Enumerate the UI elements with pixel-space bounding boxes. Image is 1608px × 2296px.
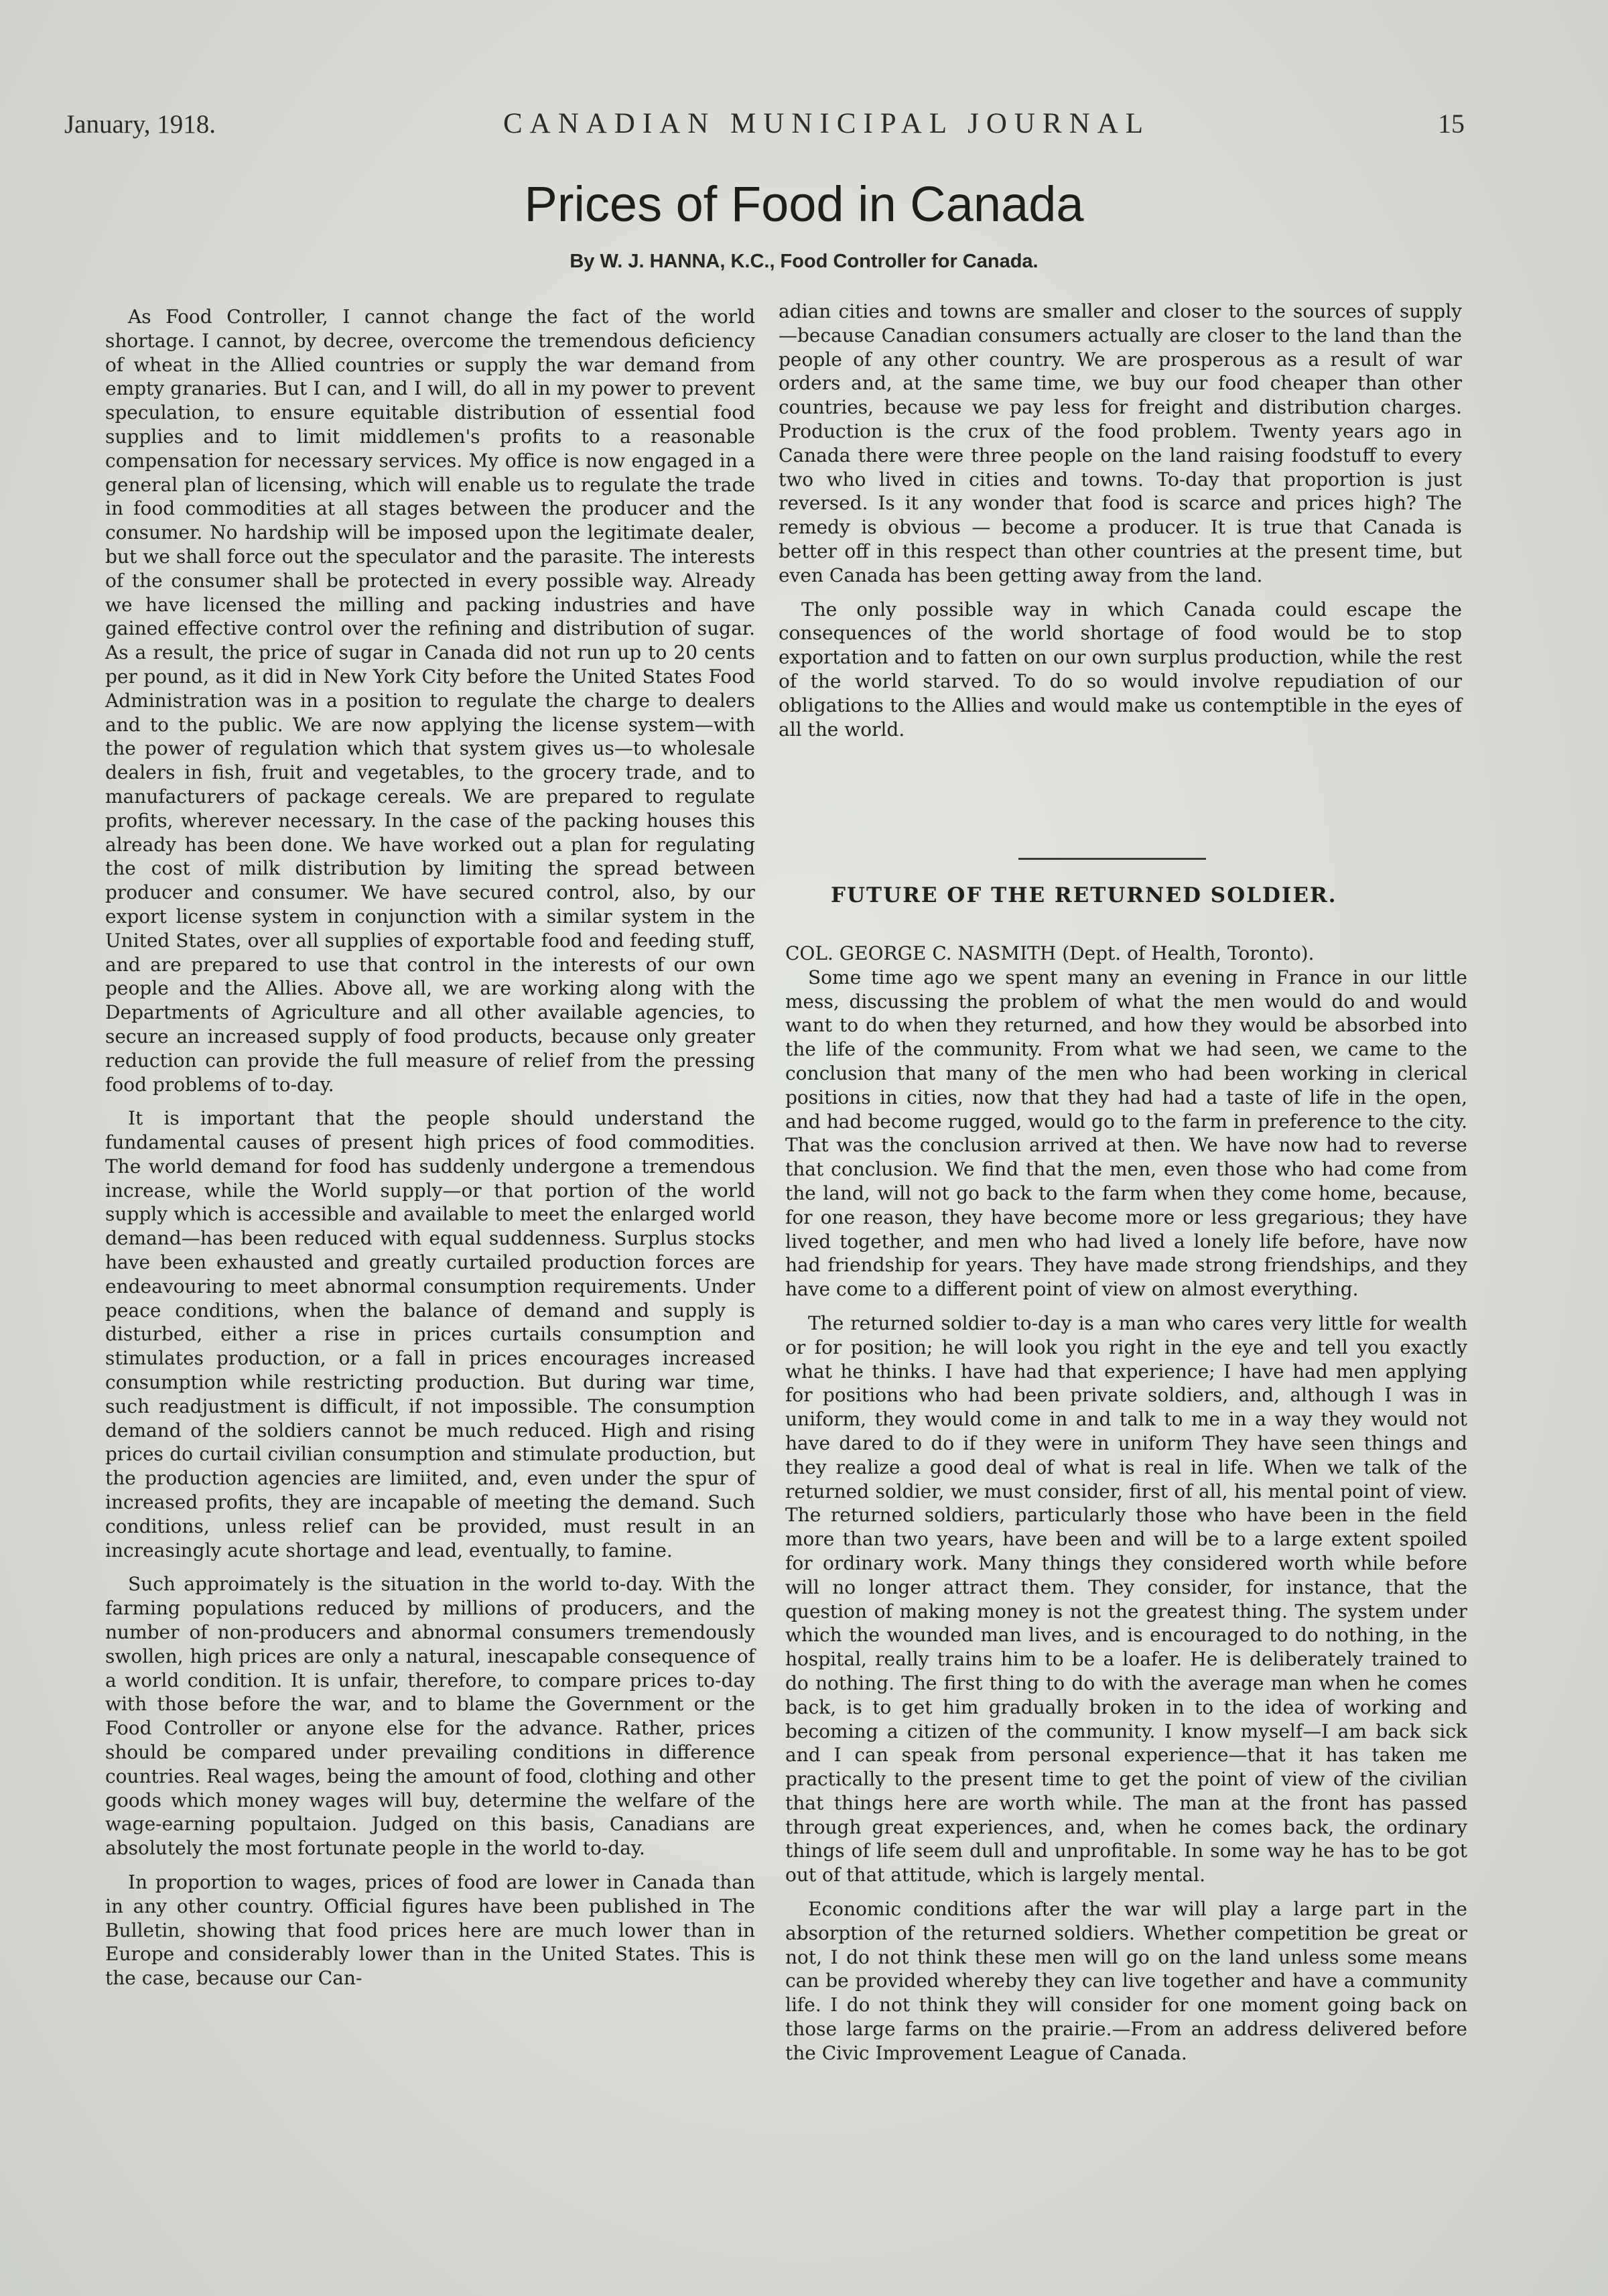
page-number: 15 <box>1438 109 1465 139</box>
author-line: COL. GEORGE C. NASMITH (Dept. of Health, Toronto). <box>785 942 1315 964</box>
article-title: Prices of Food in Canada <box>524 176 1084 232</box>
paragraph: Economic conditions after the war will play a large part in the absorption of the returned soldiers. Whether competition be great or not, I do not think these men will go on the land unless some means can be provided whereby they can live together and have a community life. I do not think they will consider for one moment going back on those large farms on the prairie.—From an address delivered before the Civic Improvement League of Canada. <box>785 1898 1467 2064</box>
paragraph: adian cities and towns are smaller and closer to the sources of supply—because Canadian consumers actually are closer to the land than the people of any other country. We are prosperous as a result of war orders and, at the same time, we buy our food cheaper than other countries, because we pay less for freight and distribution charges. Production is the crux of the food problem. Twenty years ago in Canada there were three people on the land raising foodstuff to every two who lived in cities and towns. To-day that proportion is just reversed. Is it any wonder that food is scarce and prices high? The remedy is obvious — become a producer. It is true that Canada is better off in this respect than other countries at the present time, but even Canada has been getting away from the land. <box>779 300 1462 586</box>
second-article-title: FUTURE OF THE RETURNED SOLDIER. <box>831 883 1337 907</box>
paragraph: The returned soldier to-day is a man who cares very little for wealth or for position; he will look you right in the eye and tell you exactly what he thinks. I have had that experience; I have had men applying for positions who had been private soldiers, and, although I was in uniform, they would come in and talk to me in a way they would not have dared to do if they were in uniform They have seen things and they realize a good deal of what is real in life. When we talk of the returned soldier, we must consider, first of all, his mental point of view. The returned soldiers, particularly those who have been in the field more than two years, have been and will be to a large extent spoiled for ordinary work. Many things they considered worth while before will no longer attract them. They consider, for instance, that the question of making money is not the greatest thing. The system under which the wounded man lives, and is encouraged to do nothing, in the hospital, really trains him to be a loafer. He is deliberately trained to do nothing. The first thing to do with the average man when he comes back, is to get him gradually broken in to the idea of working and becoming a citizen of the community. I know myself—I am back sick and I can speak from personal experience—that it has taken me practically to the present time to get the point of view of the civilian that things here are worth while. The man at the front has passed through great experiences, and, when he comes back, the ordinary things of life seem dull and unprofitable. In some way he has to be got out of that attitude, which is largely mental. <box>785 1312 1467 1887</box>
section-divider <box>1018 858 1206 860</box>
paragraph: The only possible way in which Canada could escape the consequences of the world shortage of food would be to stop exportation and to fatten on our own surplus production, while the rest of the world starved. To do so would involve repudiation of our obligations to the Allies and would make us contemptible in the eyes of all the world. <box>779 598 1462 741</box>
running-head <box>64 107 1465 154</box>
paragraph: Some time ago we spent many an evening in France in our little mess, discussing the problem of what the men would do and would want to do when they returned, and how they would be absorbed into the life of the community. From what we had seen, we came to the conclusion that many of the men who had been working in clerical positions in cities, now that they had had a taste of life in the open, and had become rugged, would go to the farm in preference to the city. That was the conclusion arrived at then. We have now had to reverse that conclusion. We find that the men, even those who had come from the land, will not go back to the farm when they come home, because, for one reason, they have become more or less gregarious; they have lived together, and men who had lived a lonely life before, have now had friendship for years. They have made strong friendships, and they have come to a different point of view on almost everything. <box>785 966 1467 1301</box>
paragraph: As Food Controller, I cannot change the fact of the world shortage. I cannot, by decree, overcome the tremendous deficiency of wheat in the Allied countries or supply the war demand from empty granaries. But I can, and I will, do all in my power to prevent speculation, to ensure equitable distribution of essential food supplies and to limit middlemen's profits to a reasonable compensation for necessary services. My office is now engaged in a general plan of licensing, which will enable us to regulate the trade in food commodities at all stages between the producer and the consumer. No hardship will be imposed upon the legitimate dealer, but we shall force out the speculator and the parasite. The interests of the consumer shall be protected in every possible way. Already we have licensed the milling and packing industries and have gained effective control over the refining and distribution of sugar. As a result, the price of sugar in Canada did not run up to 20 cents per pound, as it did in New York City before the United States Food Administration was in a position to regulate the charge to dealers and to the public. We are now applying the license system—with the power of regulation which that system gives us—to wholesale dealers in fish, fruit and vegetables, to the grocery trade, and to manufacturers of package cereals. We are prepared to regulate profits, wherever necessary. In the case of the packing houses this already has been done. We have worked out a plan for regulating the cost of milk distribution by limiting the spread between producer and consumer. We have secured control, also, by our export license system in conjunction with a similar system in the United States, over all supplies of exportable food and feeding stuff, and are prepared to use that control in the interests of our own people and the Allies. Above all, we are working along with the Departments of Agriculture and all other available agencies, to secure an increased supply of food products, because only greater reduction can provide the full measure of relief from the pressing food problems of to-day. <box>105 306 755 1096</box>
article-byline: By W. J. HANNA, K.C., Food Controller for Canada. <box>570 251 1038 272</box>
issue-date: January, 1918. <box>64 110 216 139</box>
right-column-top <box>779 300 1462 741</box>
journal-name: CANADIAN MUNICIPAL JOURNAL <box>503 108 1151 139</box>
paragraph: It is important that the people should understand the fundamental causes of present high prices of food commodities. The world demand for food has suddenly undergone a tremendous increase, while the World supply—or that portion of the world supply which is accessible and available to meet the enlarged world demand—has been reduced with equal suddenness. Surplus stocks have been exhausted and greatly curtailed production forces are endeavouring to meet abnormal consumption requirements. Under peace conditions, when the balance of demand and supply is disturbed, either a rise in prices curtails consumption and stimulates production, or a fall in prices encourages increased consumption while restricting production. But during war time, such readjustment is difficult, if not impossible. The consumption demand of the soldiers cannot be much reduced. High and rising prices do curtail civilian consumption and stimulate production, but the production agencies are limiited, and, even under the spur of increased profits, they are incapable of meeting the demand. Such conditions, unless relief can be provided, must result in an increasingly acute shortage and lead, eventually, to famine. <box>105 1107 755 1561</box>
right-column-bottom <box>785 942 1467 2065</box>
left-column <box>105 305 755 1990</box>
paragraph: Such approimately is the situation in the world to-day. With the farming populations reduced by millions of producers, and the number of non-producers and abnormal consumers tremendously swollen, high prices are only a natural, inescapable consequence of a world condition. It is unfair, therefore, to compare prices to-day with those before the war, and to blame the Government or the Food Controller or anyone else for the advance. Rather, prices should be compared under prevailing conditions in difference countries. Real wages, being the amount of food, clothing and other goods which money wages will buy, determine the welfare of the wage-earning popultaion. Judged on this basis, Canadians are absolutely the most fortunate people in the world to-day. <box>105 1573 755 1860</box>
paragraph: In proportion to wages, prices of food are lower in Canada than in any other country. Official figures have been published in The Bulletin, showing that food prices here are much lower than in Europe and considerably lower than in the United States. This is the case, because our Can- <box>105 1871 755 1990</box>
